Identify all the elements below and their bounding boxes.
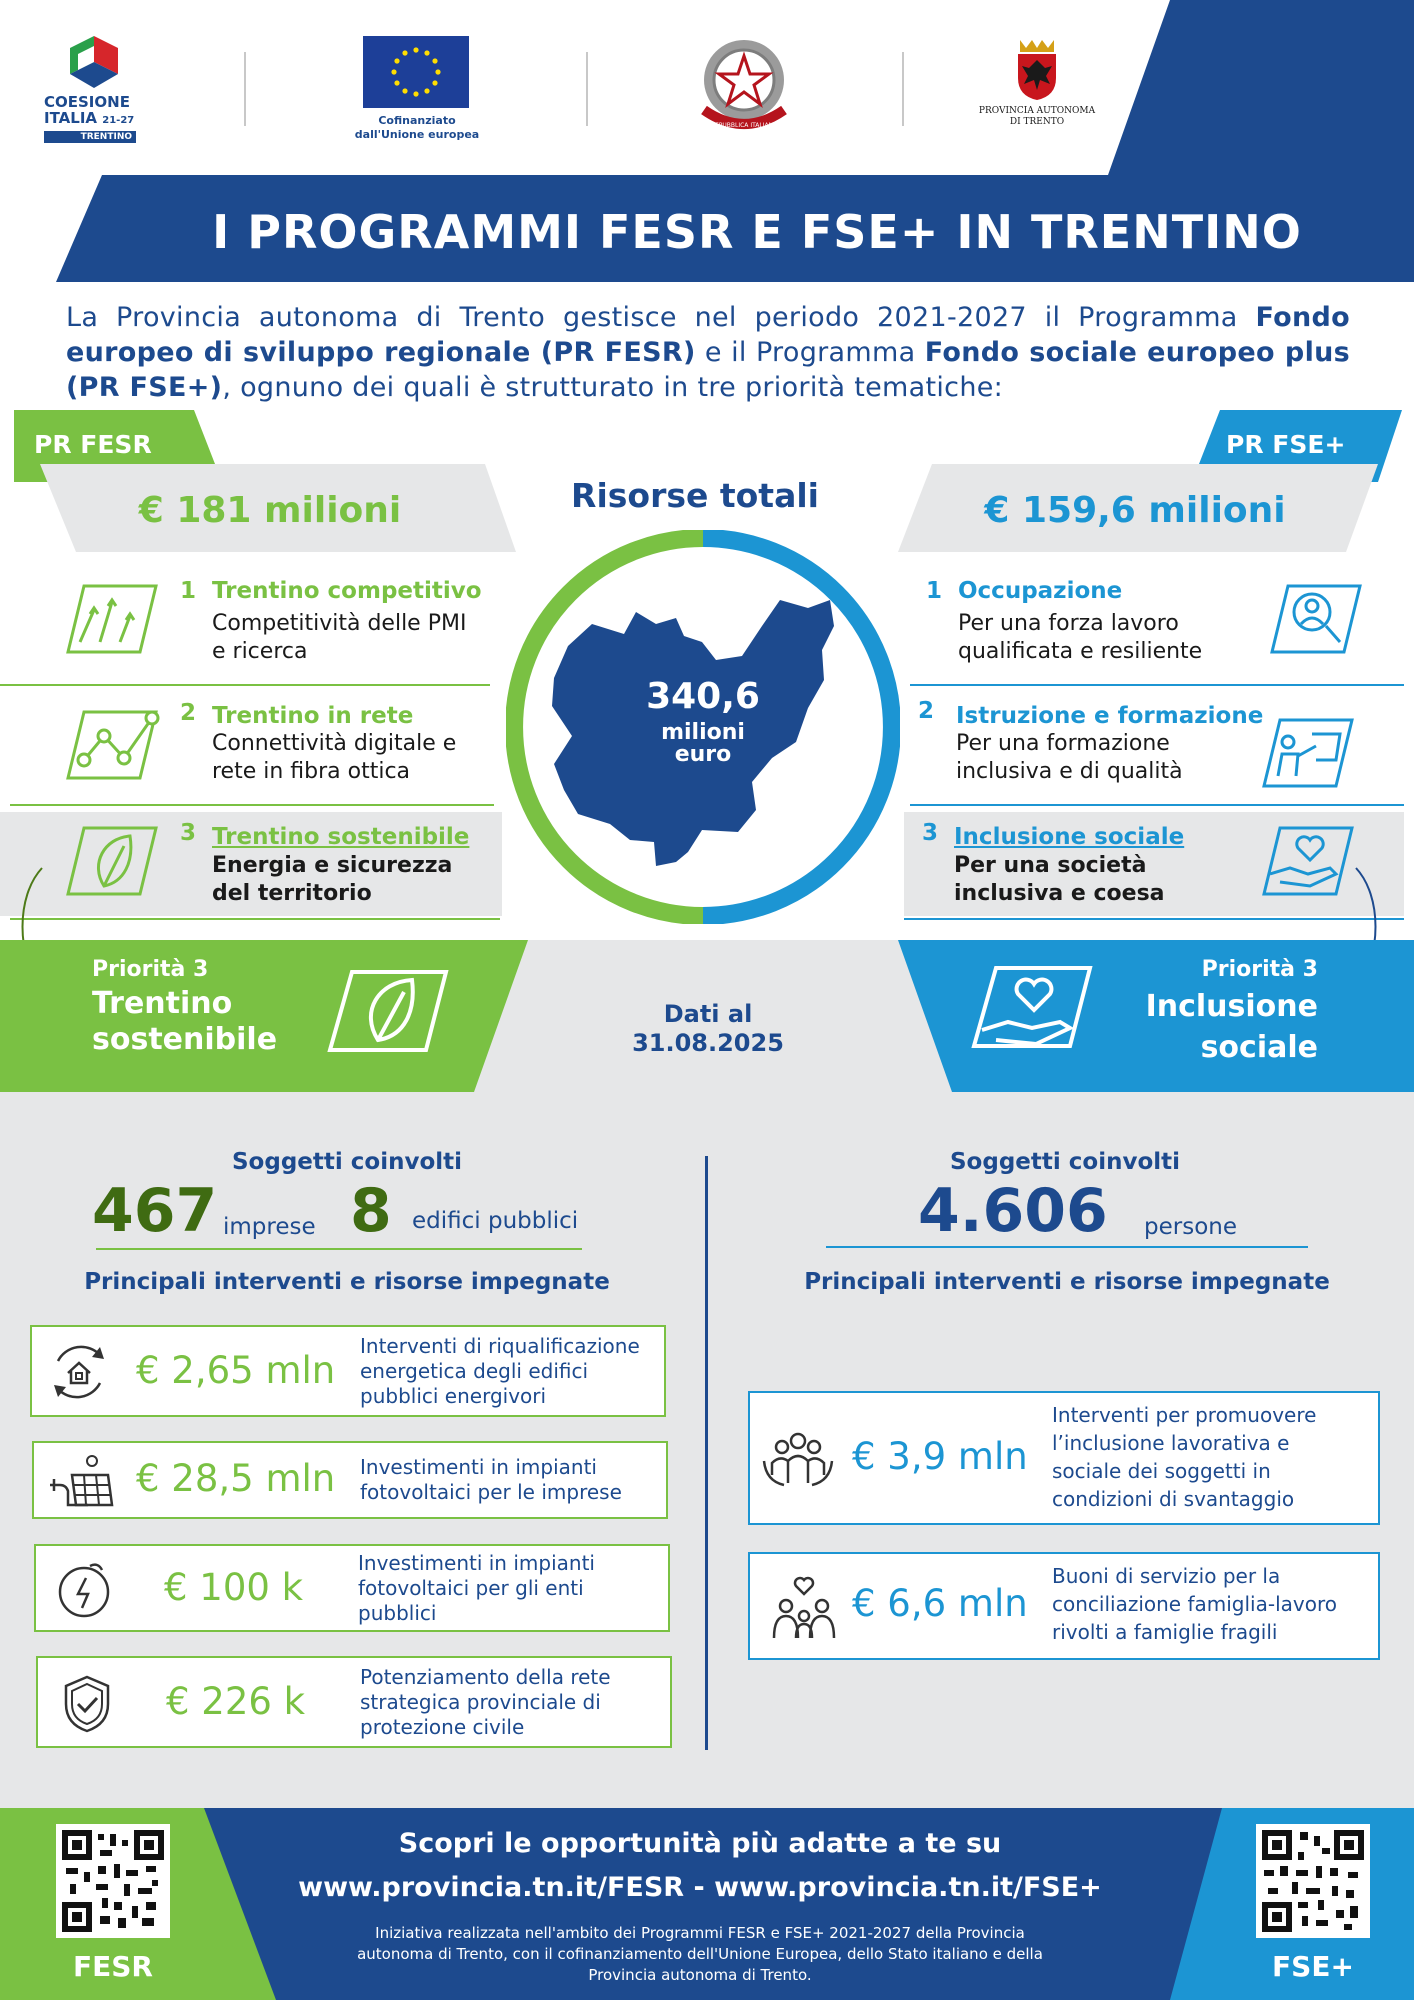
priority-number: 1 xyxy=(926,578,943,604)
divider xyxy=(96,1248,582,1250)
intervention-amount: € 6,6 mln xyxy=(852,1582,1028,1625)
total-unit: milioni euro xyxy=(661,720,745,767)
network-nodes-icon xyxy=(64,708,164,782)
priority-desc: Connettività digitale e xyxy=(212,731,457,756)
divider xyxy=(10,918,500,920)
fesr-priority-1 xyxy=(0,560,490,684)
fse-subjects-label: Soggetti coinvolti xyxy=(949,1149,1181,1175)
column-divider xyxy=(705,1156,708,1750)
care-hand-heart-white-icon xyxy=(970,964,1094,1050)
page-title: I PROGRAMMI FESR E FSE+ IN TRENTINO xyxy=(212,205,1302,259)
priority-desc: del territorio xyxy=(212,881,372,906)
growth-chart-icon xyxy=(64,582,160,656)
priority-number: 3 xyxy=(180,820,197,846)
qr-label-fesr: FESR xyxy=(73,1950,153,1983)
priority-title: Istruzione e formazione xyxy=(956,703,1264,729)
priority-desc: Competitività delle PMI xyxy=(212,611,467,636)
repubblica-emblem xyxy=(694,34,794,138)
footer-cta-links[interactable]: www.provincia.tn.it/FESR - www.provincia.tn.it/FSE+ xyxy=(298,1872,1102,1903)
intervention-amount: € 100 k xyxy=(164,1566,304,1609)
fse-intervention-card: € 6,6 mln Buoni di servizio per la conciliazione famiglia-lavoro rivolti a famiglie fragili xyxy=(748,1552,1380,1660)
fesr-intervention-card: € 226 k Potenziamento della rete strategica provinciale di protezione civile xyxy=(36,1656,672,1748)
coesione-cube-icon xyxy=(64,32,124,92)
priority-title: Trentino in rete xyxy=(212,703,414,729)
provincia-logo xyxy=(972,38,1102,128)
eu-flag-icon xyxy=(363,36,469,108)
data-date: Dati al 31.08.2025 xyxy=(632,1000,784,1057)
fesr-priority-3 xyxy=(0,812,502,916)
fesr-banner-title: Trentino sostenibile xyxy=(92,986,278,1057)
priority-number: 2 xyxy=(918,698,935,724)
priority-desc: Per una società xyxy=(954,853,1147,878)
trento-coat-of-arms-icon xyxy=(1012,38,1062,102)
divider xyxy=(10,804,494,806)
priority-desc: rete in fibra ottica xyxy=(212,759,411,784)
intervention-amount: € 28,5 mln xyxy=(136,1457,336,1500)
fesr-count-imprese-unit: imprese xyxy=(223,1214,316,1240)
qr-code-icon xyxy=(62,1830,164,1932)
fse-count-persone-unit: persone xyxy=(1144,1214,1237,1240)
provincia-line-1: PROVINCIA AUTONOMA xyxy=(978,106,1096,116)
divider xyxy=(826,1246,1308,1248)
priority-title[interactable]: Trentino sostenibile xyxy=(212,824,470,850)
coesione-italia-logo xyxy=(44,32,154,147)
qr-code-icon xyxy=(1262,1830,1364,1932)
family-heart-icon xyxy=(770,1576,838,1640)
fse-intervention-card: € 3,9 mln Interventi per promuovere l’inclusione lavorativa e sociale dei soggetti in condizioni di svantaggio xyxy=(748,1391,1380,1525)
fesr-amount: € 181 milioni xyxy=(138,490,402,531)
coesione-region: TRENTINO xyxy=(44,131,136,143)
fesr-count-edifici-unit: edifici pubblici xyxy=(412,1208,579,1234)
provincia-line-2: DI TRENTO xyxy=(1009,117,1065,127)
qr-label-fse: FSE+ xyxy=(1272,1950,1354,1983)
worker-search-icon xyxy=(1268,582,1364,656)
fesr-intervention-card: € 100 k Investimenti in impianti fotovoltaici per gli enti pubblici xyxy=(34,1544,670,1632)
eu-logo xyxy=(352,36,482,142)
fse-banner-label: Priorità 3 xyxy=(1201,957,1318,982)
priority-desc: e ricerca xyxy=(212,639,308,664)
fesr-count-edifici: 8 xyxy=(350,1176,392,1246)
group-people-icon xyxy=(762,1431,834,1487)
header-bar xyxy=(0,0,1414,175)
qr-code-fesr[interactable] xyxy=(56,1824,170,1938)
total-resources-title: Risorse totali xyxy=(571,476,819,515)
fse-tag: PR FSE+ xyxy=(1226,430,1346,459)
qr-code-fse[interactable] xyxy=(1256,1824,1370,1938)
svg-text:REPUBBLICA ITALIANA: REPUBBLICA ITALIANA xyxy=(710,122,778,129)
priority-number: 2 xyxy=(180,700,197,726)
priority-desc: inclusiva e di qualità xyxy=(956,759,1183,784)
fse-amount: € 159,6 milioni xyxy=(984,490,1286,531)
leaf-white-icon xyxy=(326,968,450,1054)
intervention-amount: € 3,9 mln xyxy=(852,1435,1028,1478)
total-value: 340,6 xyxy=(646,676,760,717)
fesr-tag: PR FESR xyxy=(34,430,152,459)
priority-desc: Per una formazione xyxy=(956,731,1170,756)
eu-caption-1: Cofinanziato xyxy=(378,114,456,127)
italian-emblem-icon xyxy=(694,34,794,138)
divider xyxy=(910,804,1404,806)
fse-priority-1 xyxy=(910,560,1414,684)
divider xyxy=(904,918,1404,920)
priority-desc: Per una forza lavoro xyxy=(958,611,1179,636)
header-corner-shape xyxy=(1108,0,1414,175)
eu-caption-2: dall'Unione europea xyxy=(354,128,480,141)
training-presentation-icon xyxy=(1260,716,1360,790)
header-separator xyxy=(586,52,588,126)
intervention-amount: € 2,65 mln xyxy=(136,1349,336,1392)
fesr-count-imprese: 467 xyxy=(92,1176,218,1246)
header-separator xyxy=(244,52,246,126)
house-cycle-icon xyxy=(48,1341,110,1403)
fse-priority-3 xyxy=(904,812,1404,916)
priority-title: Occupazione xyxy=(958,578,1123,604)
fesr-banner-label: Priorità 3 xyxy=(92,957,209,982)
priority-desc: inclusiva e coesa xyxy=(954,881,1165,906)
priority-desc: Energia e sicurezza xyxy=(212,853,453,878)
footer-cta-line1: Scopri le opportunità più adatte a te su xyxy=(398,1828,1002,1859)
header-separator xyxy=(902,52,904,126)
coesione-title: COESIONE ITALIA 21-27 xyxy=(44,93,135,127)
fse-count-persone: 4.606 xyxy=(918,1176,1108,1246)
priority-title[interactable]: Inclusione sociale xyxy=(954,824,1185,850)
fse-interventions-title: Principali interventi e risorse impegnate xyxy=(804,1269,1330,1295)
leaf-icon xyxy=(64,824,160,898)
footer xyxy=(0,1808,1414,2000)
fse-priority-2 xyxy=(910,686,1414,804)
intervention-amount: € 226 k xyxy=(166,1680,306,1723)
fesr-intervention-card: € 28,5 mln Investimenti in impianti fotovoltaici per le imprese xyxy=(32,1441,668,1519)
priority-desc: qualificata e resiliente xyxy=(958,639,1203,664)
solar-panel-icon xyxy=(48,1451,114,1511)
fse-banner-title: Inclusione sociale xyxy=(1145,989,1318,1065)
priority-title: Trentino competitivo xyxy=(212,578,482,604)
shield-check-icon xyxy=(62,1674,112,1734)
priority-number: 1 xyxy=(180,578,197,604)
fesr-interventions-title: Principali interventi e risorse impegnate xyxy=(84,1269,610,1295)
footer-note: Iniziativa realizzata nell'ambito dei Programmi FESR e FSE+ 2021-2027 della Provincia autonoma di Trento, con il cofinanziamento dell'Unione Europea, dello Stato italiano e della Provincia autonoma di Trento. xyxy=(357,1924,1043,1984)
priority-number: 3 xyxy=(922,820,939,846)
fesr-subjects-label: Soggetti coinvolti xyxy=(231,1149,463,1175)
energy-bolt-icon xyxy=(56,1560,112,1618)
fesr-intervention-card: € 2,65 mln Interventi di riqualificazione energetica degli edifici pubblici energivori xyxy=(30,1325,666,1417)
fesr-priority-2 xyxy=(0,686,490,804)
intro-paragraph: La Provincia autonoma di Trento gestisce nel periodo 2021-2027 il Programma Fondo europeo di sviluppo regionale (PR FESR) e il Programma Fondo sociale europeo plus (PR FSE+), ognuno dei quali è strutturato in tre priorità tematiche: xyxy=(66,302,1351,403)
